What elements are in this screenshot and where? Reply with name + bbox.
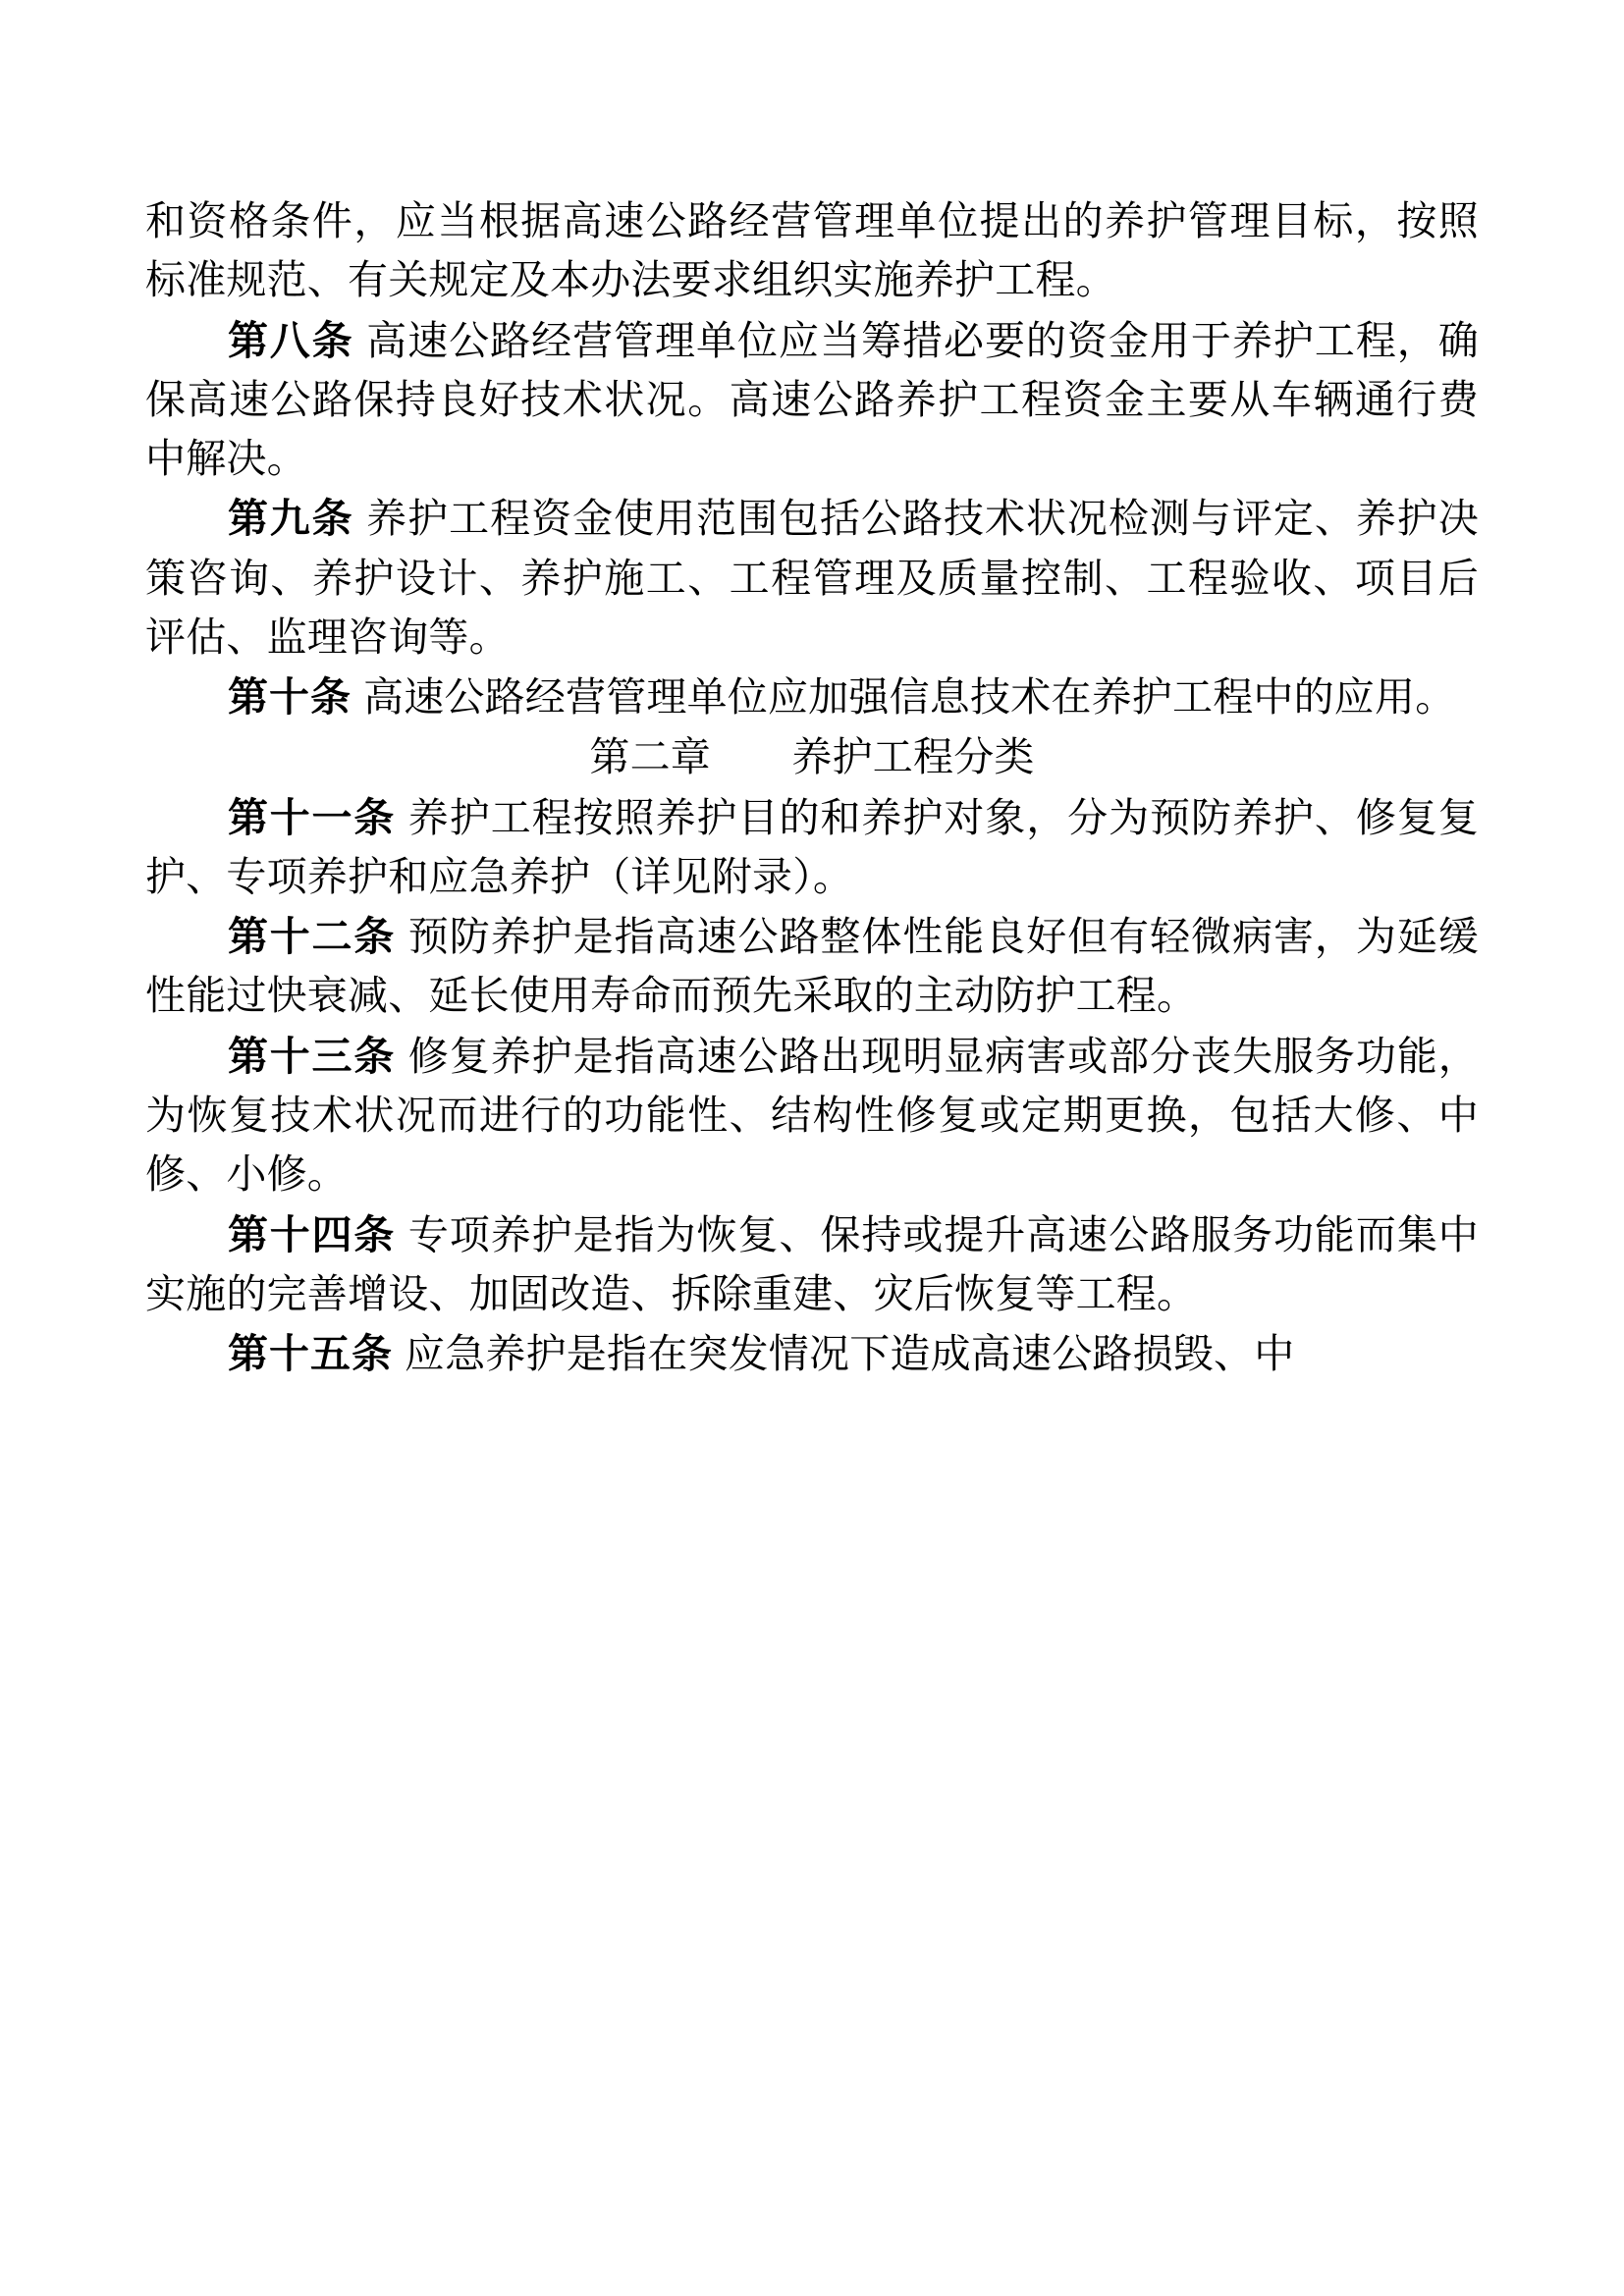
paragraph-article-12 xyxy=(145,907,1479,1026)
chapter-heading-text: 第二章 养护工程分类 xyxy=(589,733,1035,781)
chapter-heading xyxy=(145,727,1479,786)
paragraph-article-10 xyxy=(145,667,1479,726)
article-label: 第十二条 xyxy=(228,913,397,961)
paragraph-article-15 xyxy=(145,1324,1479,1383)
paragraph-text: 养护工程按照养护目的和养护对象，分为预防养护、修复复护、专项养护和应急养护（详见附录）。 xyxy=(145,793,1480,900)
document-body xyxy=(145,191,1479,1383)
article-label: 第八条 xyxy=(228,316,354,364)
paragraph-text: 专项养护是指为恢复、保持或提升高速公路服务功能而集中实施的完善增设、加固改造、拆除重建、灾后恢复等工程。 xyxy=(145,1210,1480,1317)
paragraph-text: 高速公路经营管理单位应加强信息技术在养护工程中的应用。 xyxy=(363,673,1456,721)
paragraph-text: 应急养护是指在突发情况下造成高速公路损毁、中 xyxy=(405,1330,1295,1378)
paragraph-text: 和资格条件，应当根据高速公路经营管理单位提出的养护管理目标，按照标准规范、有关规定及本办法要求组织实施养护工程。 xyxy=(145,197,1479,304)
paragraph-continuation xyxy=(145,191,1479,310)
article-label: 第十条 xyxy=(228,673,352,721)
article-label: 第十一条 xyxy=(228,793,397,841)
paragraph-article-9 xyxy=(145,489,1479,667)
paragraph-text: 养护工程资金使用范围包括公路技术状况检测与评定、养护决策咨询、养护设计、养护施工、工程管理及质量控制、工程验收、项目后评估、监理咨询等。 xyxy=(145,495,1479,661)
paragraph-article-14 xyxy=(145,1205,1479,1324)
paragraph-text: 修复养护是指高速公路出现明显病害或部分丧失服务功能，为恢复技术状况而进行的功能性、结构性修复或定期更换，包括大修、中修、小修。 xyxy=(145,1032,1480,1199)
paragraph-article-8 xyxy=(145,311,1479,489)
article-label: 第十五条 xyxy=(228,1330,393,1378)
article-label: 第十三条 xyxy=(228,1032,397,1080)
paragraph-article-13 xyxy=(145,1027,1479,1204)
article-label: 第九条 xyxy=(228,495,354,543)
paragraph-text: 高速公路经营管理单位应当筹措必要的资金用于养护工程，确保高速公路保持良好技术状况。高速公路养护工程资金主要从车辆通行费中解决。 xyxy=(145,316,1479,483)
paragraph-text: 预防养护是指高速公路整体性能良好但有轻微病害，为延缓性能过快衰减、延长使用寿命而预先采取的主动防护工程。 xyxy=(145,913,1480,1020)
paragraph-article-11 xyxy=(145,788,1479,907)
article-label: 第十四条 xyxy=(228,1210,397,1258)
